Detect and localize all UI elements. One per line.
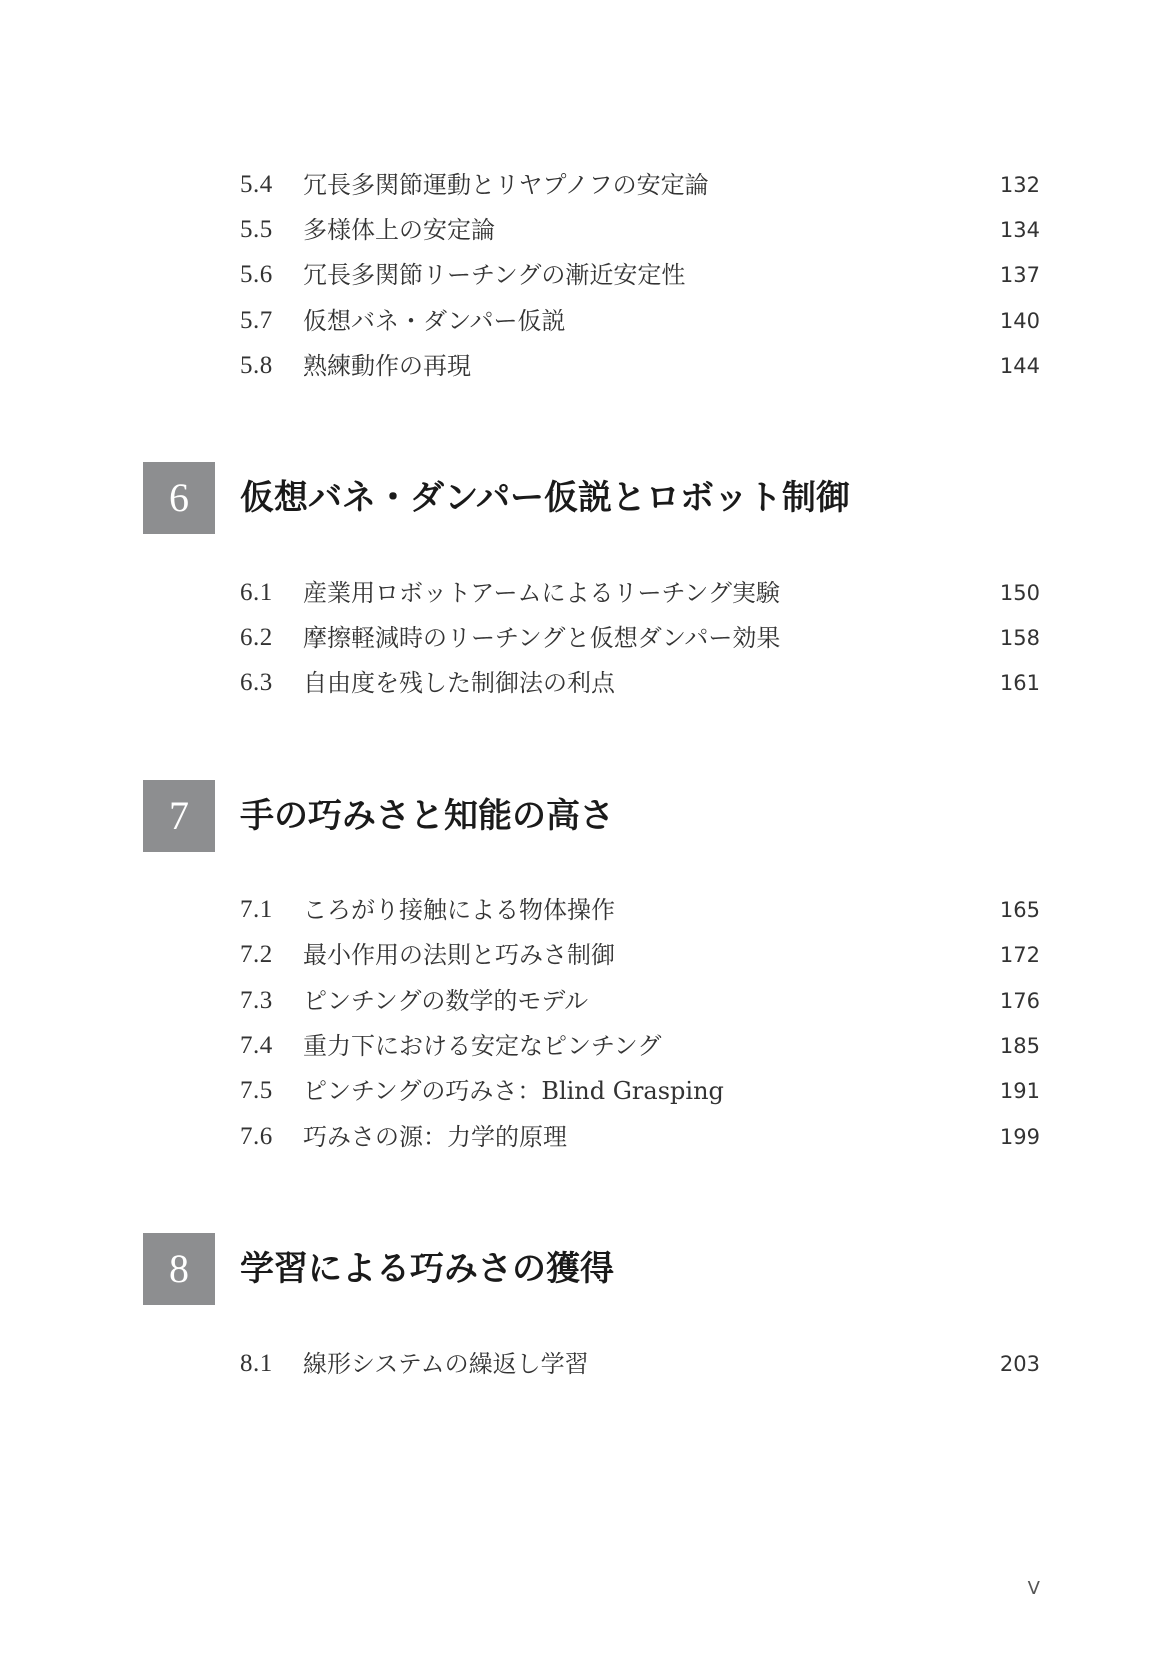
section-page-number: 134 (999, 218, 1040, 242)
toc-entry[interactable] (0, 1342, 1165, 1386)
section-page-number: 172 (999, 943, 1040, 967)
chapter-number-box: 7 (143, 780, 215, 852)
toc-entry[interactable] (0, 979, 1165, 1023)
section-number: 7.5 (240, 1077, 273, 1104)
section-title: ピンチングの数学的モデル (303, 987, 589, 1015)
chapter-title: 仮想バネ・ダンパー仮説とロボット制御 (240, 478, 850, 518)
section-number: 7.1 (240, 896, 273, 923)
section-title: 産業用ロボットアームによるリーチング実験 (303, 579, 780, 607)
section-title: 摩擦軽減時のリーチングと仮想ダンパー効果 (303, 624, 781, 652)
section-page-number: 199 (999, 1125, 1040, 1149)
section-title: ピンチングの巧みさ：Blind Grasping (303, 1077, 724, 1105)
section-page-number: 150 (999, 581, 1040, 605)
section-number: 5.7 (240, 307, 273, 334)
section-number: 7.3 (240, 987, 273, 1014)
toc-entry[interactable] (0, 616, 1165, 660)
chapter-title: 手の巧みさと知能の高さ (240, 796, 614, 836)
toc-entry[interactable] (0, 933, 1165, 977)
toc-entry[interactable] (0, 571, 1165, 615)
chapter-number-box: 8 (143, 1233, 215, 1305)
section-title: 冗長多関節リーチングの漸近安定性 (303, 261, 686, 289)
section-number: 5.6 (240, 261, 273, 288)
section-number: 6.2 (240, 624, 273, 651)
section-title: ころがり接触による物体操作 (303, 896, 615, 924)
toc-entry[interactable] (0, 888, 1165, 932)
section-title: 重力下における安定なピンチング (303, 1032, 662, 1060)
chapter-title: 学習による巧みさの獲得 (240, 1249, 614, 1289)
chapter-heading-8[interactable] (0, 1233, 1165, 1305)
chapter-heading-6[interactable] (0, 462, 1165, 534)
toc-entry[interactable] (0, 344, 1165, 388)
section-page-number: 185 (999, 1034, 1040, 1058)
section-number: 7.4 (240, 1032, 273, 1059)
section-page-number: 161 (999, 671, 1040, 695)
toc-entry[interactable] (0, 1115, 1165, 1159)
toc-entry[interactable] (0, 1024, 1165, 1068)
page-folio: V (1027, 1578, 1040, 1599)
section-title: 自由度を残した制御法の利点 (303, 669, 615, 697)
section-page-number: 137 (999, 263, 1040, 287)
section-title: 線形システムの繰返し学習 (303, 1350, 589, 1378)
section-page-number: 158 (999, 626, 1040, 650)
section-title: 仮想バネ・ダンパー仮説 (303, 307, 566, 335)
section-page-number: 176 (999, 989, 1040, 1013)
section-title: 巧みさの源：力学的原理 (303, 1123, 567, 1151)
section-page-number: 203 (999, 1352, 1040, 1376)
section-number: 7.2 (240, 941, 273, 968)
chapter-number-box: 6 (143, 462, 215, 534)
toc-entry[interactable] (0, 253, 1165, 297)
section-number: 6.1 (240, 579, 273, 606)
toc-entry[interactable] (0, 299, 1165, 343)
toc-entry[interactable] (0, 163, 1165, 207)
section-title: 熟練動作の再現 (303, 352, 471, 380)
section-title: 最小作用の法則と巧みさ制御 (303, 941, 615, 969)
toc-entry[interactable] (0, 661, 1165, 705)
section-number: 6.3 (240, 669, 273, 696)
section-page-number: 191 (999, 1079, 1040, 1103)
section-number: 5.4 (240, 171, 273, 198)
section-title: 多様体上の安定論 (303, 216, 495, 244)
section-number: 5.8 (240, 352, 273, 379)
section-page-number: 132 (999, 173, 1040, 197)
toc-entry[interactable] (0, 208, 1165, 252)
section-page-number: 144 (999, 354, 1040, 378)
section-number: 5.5 (240, 216, 273, 243)
section-number: 8.1 (240, 1350, 273, 1377)
chapter-heading-7[interactable] (0, 780, 1165, 852)
section-page-number: 165 (999, 898, 1040, 922)
toc-entry[interactable] (0, 1069, 1165, 1113)
section-number: 7.6 (240, 1123, 273, 1150)
section-title: 冗長多関節運動とリヤプノフの安定論 (303, 171, 709, 199)
section-page-number: 140 (999, 309, 1040, 333)
